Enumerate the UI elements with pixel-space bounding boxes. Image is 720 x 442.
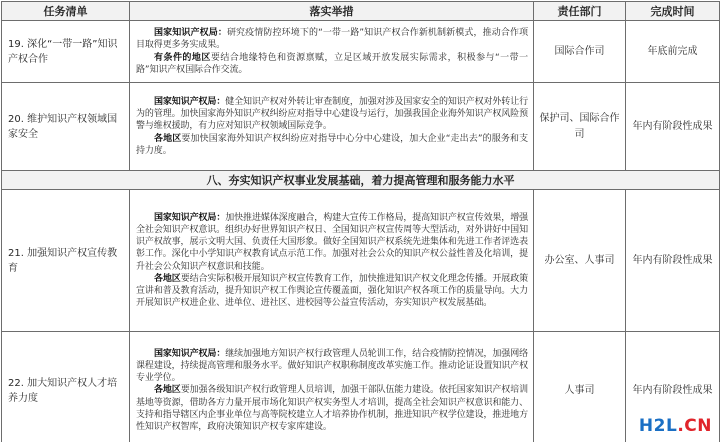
section-title: 八、夯实知识产权事业发展基础，着力提高管理和服务能力水平 [2, 171, 720, 190]
measure-cell [130, 332, 534, 442]
measure-paragraph [136, 52, 528, 76]
measure-cell [130, 83, 534, 171]
header-measure: 落实举措 [130, 2, 534, 21]
measure-paragraph [136, 273, 528, 310]
time-cell: 年内有阶段性成果 [626, 83, 720, 171]
measure-text: 要结合实际积极开展知识产权宣传教育工作，加快推进知识产权文化理念传播。开展政策宣讲和普及教育活动，提升知识产权工作舆论宣传覆盖面，强化知识产权各项工作的质量导向。大力开展知识产权进企业、进单位、进社区、进校园等公益宣传活动，夯实知识产权发展基础。 [136, 273, 528, 309]
site-watermark [639, 416, 712, 436]
measure-subject: 各地区 [154, 385, 181, 396]
measure-subject: 国家知识产权局： [154, 212, 226, 223]
measure-text: 加快推进媒体深度融合，构建大宣传工作格局，提高知识产权宣传效果，增强全社会知识产权意识。组织办好世界知识产权日、全国知识产权宣传周等大型活动，对外讲好中国知识产权故事，展示文明大国、负责任大国形象。做好全国知识产权系统先进集体和先进工作者评选表彰工作。深化中小学知识产权教育试点示范工作。加强对社会公众的知识产权公益性普及化培训，提升社会公众知识产权意识和技能。 [136, 212, 529, 272]
measure-text: 要加强各级知识产权行政管理人员培训，加强干部队伍能力建设。依托国家知识产权培训基地等资源，借助各方力量开展市场化知识产权实务型人才培训，提高全社会知识产权意识和能力、支持和指导辖区内企事业单位与高等院校建立人才培养协作机制，推进知识产权学位建设，推进地方性知识产权智库，政府决策知识产权专家库建设。 [136, 385, 528, 432]
measure-text: 研究疫情防控环境下的“一带一路”知识产权合作新机制新模式，推动合作项目取得更多务实成果。 [136, 28, 528, 51]
task-table [1, 1, 720, 442]
header-time: 完成时间 [626, 2, 720, 21]
measure-text: 健全知识产权对外转让审查制度，加强对涉及国家安全的知识产权对外转让行为的管理。加快国家海外知识产权纠纷应对指导中心建设与运行，加强我国企业海外知识产权风险预警与维权援助，有力应对知识产权领域国际竞争。 [136, 96, 529, 132]
table-header-row [2, 2, 720, 21]
time-cell: 年内有阶段性成果 [626, 332, 720, 442]
header-dept: 责任部门 [534, 2, 626, 21]
measure-subject: 国家知识产权局： [154, 96, 226, 107]
table-row [2, 83, 720, 171]
measure-text: 要加快国家海外知识产权纠纷应对指导中心分中心建设，加大企业“走出去”的服务和支持力度。 [136, 133, 528, 156]
measure-subject: 有条件的地区 [154, 52, 211, 63]
task-cell: 20. 维护知识产权领域国家安全 [2, 83, 130, 171]
task-cell: 21. 加强知识产权宣传教育 [2, 190, 130, 332]
time-cell: 年内有阶段性成果 [626, 190, 720, 332]
measure-cell [130, 190, 534, 332]
header-task: 任务清单 [2, 2, 130, 21]
dept-cell: 国际合作司 [534, 21, 626, 83]
measure-subject: 国家知识产权局： [154, 348, 226, 359]
dept-cell: 办公室、人事司 [534, 190, 626, 332]
measure-subject: 各地区 [154, 273, 181, 284]
time-cell: 年底前完成 [626, 21, 720, 83]
task-cell: 19. 深化“一带一路”知识产权合作 [2, 21, 130, 83]
measure-subject: 国家知识产权局： [154, 28, 227, 39]
measure-paragraph [136, 133, 528, 157]
measure-paragraph [136, 27, 528, 51]
measure-subject: 各地区 [154, 133, 182, 144]
dept-cell: 保护司、国际合作司 [534, 83, 626, 171]
dept-cell: 人事司 [534, 332, 626, 442]
watermark-dot: . [677, 416, 685, 436]
measure-text: 要结合地缘特色和资源禀赋，立足区域开放发展实际需求，积极参与“一带一路”知识产权国际合作交流。 [136, 52, 529, 75]
table-row [2, 332, 720, 442]
measure-paragraph [136, 212, 528, 273]
measure-cell [130, 21, 534, 83]
section-row [2, 171, 720, 190]
watermark-brand: H2L [638, 416, 678, 436]
measure-paragraph [136, 348, 528, 385]
measure-text: 继续加强地方知识产权行政管理人员轮训工作，结合疫情防控情况，加强网络课程建设，持续提高管理和服务水平。做好知识产权职称制度改革实施工作。推动论证设置知识产权专业学位。 [136, 348, 529, 384]
task-cell: 22. 加大知识产权人才培养力度 [2, 332, 130, 442]
measure-paragraph [136, 384, 528, 433]
table-row [2, 21, 720, 83]
table-row [2, 190, 720, 332]
measure-paragraph [136, 96, 528, 133]
watermark-tld: CN [684, 416, 712, 436]
